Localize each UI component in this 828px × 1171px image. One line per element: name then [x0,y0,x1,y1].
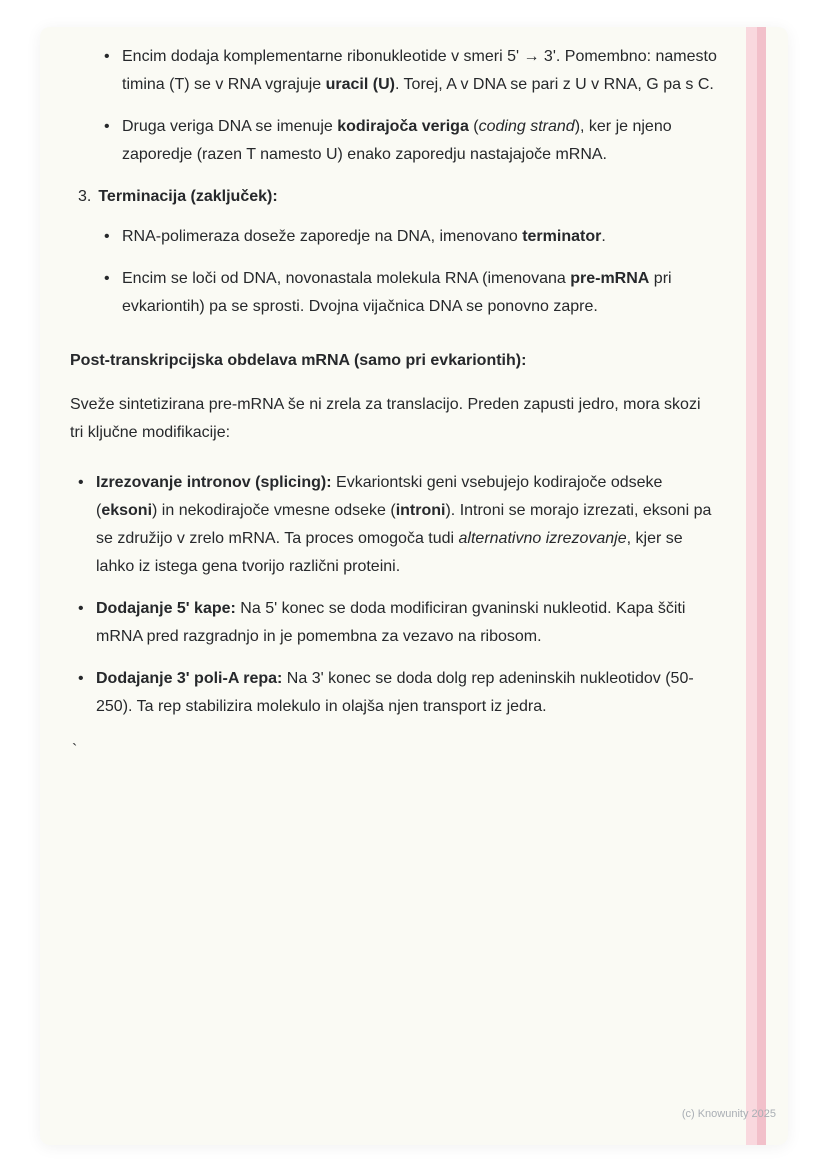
numbered-item-termination [70,183,718,211]
list-item [70,595,718,651]
list-item [70,265,718,321]
list-item-text: Encim dodaja komplementarne ribonukleotide v smeri 5' → 3'. Pomembno: namesto timina (T) se v RNA vgrajuje uracil (U). Torej, A v DNA se pari z U v RNA, G pa s C. [122,48,717,93]
footer-watermark: (c) Knowunity 2025 [681,1108,776,1120]
section-heading-text: Post-transkripcijska obdelava mRNA (samo pri evkariontih): [70,352,527,369]
bullet-icon: • [78,474,84,491]
bullet-icon: • [104,48,110,65]
pink-margin-stripe [746,27,766,1145]
list-item-text: Dodajanje 3' poli-A repa: Na 3' konec se doda dolg rep adeninskih nukleotidov (50-250). Ta rep stabilizira molekulo in olajša njen transport iz jedra. [96,670,694,715]
intro-paragraph-text: Sveže sintetizirana pre-mRNA še ni zrela za translacijo. Preden zapusti jedro, mora skozi tri ključne modifikacije: [70,396,701,441]
list-item [70,43,718,99]
list-item-text: Dodajanje 5' kape: Na 5' konec se doda modificiran gvaninski nukleotid. Kapa ščiti mRNA pred razgradnjo in je pomembna za vezavo na ribosom. [96,600,686,645]
list-item-text: Encim se loči od DNA, novonastala molekula RNA (imenovana pre-mRNA pri evkariontih) pa se sprosti. Dvojna vijačnica DNA se ponovno zapre. [122,270,672,315]
stray-backtick: ` [72,742,78,759]
document-page-card [40,27,788,1145]
section-heading [70,347,718,375]
list-item-text: RNA-polimeraza doseže zaporedje na DNA, imenovano terminator. [122,228,606,245]
list-item-text: Druga veriga DNA se imenuje kodirajoča veriga (coding strand), ker je njeno zaporedje (razen T namesto U) enako zaporedju nastajajoče mRNA. [122,118,672,163]
list-item [70,469,718,581]
bullet-icon: • [104,118,110,135]
bullet-icon: • [78,670,84,687]
bullet-list-elongation [70,43,718,169]
list-item [70,665,718,721]
document-content [40,27,718,765]
bullet-icon: • [78,600,84,617]
bullet-icon: • [104,270,110,287]
intro-paragraph [70,391,718,447]
item-title: Terminacija (zaključek): [98,188,278,205]
bullet-list-modifications [70,469,718,721]
list-item [70,223,718,251]
list-item-text: Izrezovanje intronov (splicing): Evkariontski geni vsebujejo kodirajoče odseke (eksoni) in nekodirajoče vmesne odseke (introni). Introni se morajo izrezati, eksoni pa se združijo v zrelo mRNA. Ta proces omogoča tudi alternativno izrezovanje, kjer se lahko iz istega gena tvorijo različni proteini. [96,474,712,575]
item-number: 3. [78,188,92,205]
bullet-list-termination [70,223,718,321]
bullet-icon: • [104,228,110,245]
list-item [70,113,718,169]
